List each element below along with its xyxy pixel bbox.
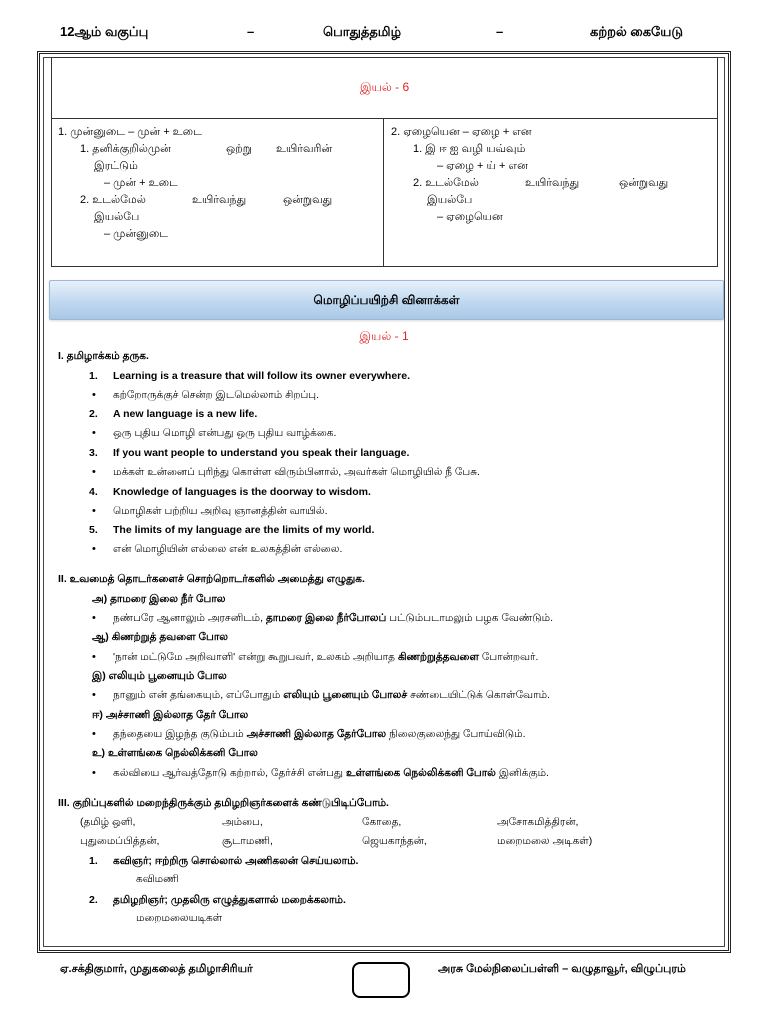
grammar-left-line: இயல்பே bbox=[94, 211, 140, 223]
q2-label: அ) தாமரை இலை நீர் போல bbox=[92, 593, 226, 605]
q2-heading: II. உவமைத் தொடர்களைச் சொற்றொடர்களில் அமைத்து எழுதுக. bbox=[58, 573, 365, 585]
grammar-left-line: – முன்னுடை bbox=[104, 228, 168, 240]
q1-tamil: மக்கள் உன்னைப் புரிந்து கொள்ள விரும்பினால், அவர்கள் மொழியில் நீ பேசு. bbox=[113, 466, 480, 478]
grammar-left-column bbox=[56, 124, 376, 243]
grammar-left-word: ஒன்றுவது bbox=[283, 194, 333, 206]
q1-number: 2. bbox=[89, 408, 98, 420]
bullet-icon: • bbox=[92, 543, 96, 555]
footer-author: ஏ.சக்திகுமார், முதுகலைத் தமிழாசிரியர் bbox=[60, 963, 253, 975]
bullet-icon: • bbox=[92, 612, 96, 624]
grammar-right-word: ஒன்றுவது bbox=[619, 177, 669, 189]
q1-tamil: கற்றோருக்குச் சென்ற இடமெல்லாம் சிறப்பு. bbox=[113, 389, 320, 401]
q3-clue: தமிழறிஞர்; முதலிரு எழுத்துகளால் மறைக்கலாம். bbox=[113, 894, 346, 906]
grammar-right-line: 1. இ ஈ ஐ வழி யவ்வும் bbox=[413, 143, 526, 155]
q2-sentence bbox=[113, 727, 525, 741]
bullet-icon: • bbox=[92, 389, 96, 401]
q3-answer: மறைமலையடிகள் bbox=[136, 912, 223, 924]
q2-label: இ) எலியும் பூனையும் போல bbox=[92, 670, 227, 682]
page-header bbox=[0, 24, 768, 46]
q2-label: ஈ) அச்சாணி இல்லாத தேர் போல bbox=[92, 709, 249, 721]
bullet-icon: • bbox=[92, 505, 96, 517]
q2-sentence-phrase: எலியும் பூனையும் போலச் bbox=[283, 689, 408, 701]
q3-heading: III. குறிப்புகளில் மறைந்திருக்கும் தமிழறிஞர்களைக் கண்டுபிடிப்போம். bbox=[58, 797, 389, 809]
q2-sentence-post: போன்றவர். bbox=[478, 651, 539, 663]
q3-clue: கவிஞர்; ஈற்றிரு சொல்லால் அணிகலன் செய்யலாம். bbox=[113, 855, 359, 867]
q1-english: The limits of my language are the limits of my world. bbox=[113, 524, 375, 536]
q2-sentence-pre: நண்பரே ஆனாலும் அரசனிடம், bbox=[113, 612, 266, 624]
grammar-right-word: உயிர்வந்து bbox=[525, 177, 580, 189]
q2-sentence bbox=[113, 688, 550, 702]
q2-sentence-post: நிலைகுலைந்து போய்விடும். bbox=[386, 728, 526, 740]
q1-english: Knowledge of languages is the doorway to wisdom. bbox=[113, 486, 371, 498]
q3-name: கோதை, bbox=[362, 816, 402, 828]
grammar-right-column bbox=[389, 124, 711, 226]
section-title: இயல் - 1 bbox=[359, 329, 409, 343]
grammar-divider bbox=[383, 118, 384, 267]
grammar-left-line: 1. முன்னுடை – முன் + உடை bbox=[58, 126, 202, 138]
bullet-icon: • bbox=[92, 767, 96, 779]
q2-sentence-pre: 'நான் மட்டுமே அறிவாளி' என்று கூறுபவர், உலகம் அறியாத bbox=[113, 651, 398, 663]
q3-name: ஜெயகாந்தன், bbox=[362, 835, 427, 847]
header-subject: பொதுத்தமிழ் bbox=[323, 24, 402, 39]
q2-sentence-pre: நானும் என் தங்கையும், எப்போதும் bbox=[113, 689, 284, 701]
q1-number: 5. bbox=[89, 524, 98, 536]
bullet-icon: • bbox=[92, 651, 96, 663]
q1-english: Learning is a treasure that will follow its owner everywhere. bbox=[113, 370, 411, 382]
q2-sentence-post: பட்டும்படாமலும் பழக வேண்டும். bbox=[386, 612, 553, 624]
q3-name: புதுமைப்பித்தன், bbox=[80, 835, 160, 847]
page-number-box bbox=[352, 962, 410, 998]
grammar-box bbox=[51, 57, 718, 267]
bullet-icon: • bbox=[92, 427, 96, 439]
q2-sentence bbox=[113, 766, 549, 780]
q2-label: ஆ) கிணற்றுத் தவளை போல bbox=[92, 631, 229, 643]
grammar-right-line: 2. உடல்மேல் bbox=[413, 177, 479, 189]
bullet-icon: • bbox=[92, 728, 96, 740]
grammar-left-word: ஒற்று bbox=[226, 143, 252, 155]
q1-number: 3. bbox=[89, 447, 98, 459]
q1-english: A new language is a new life. bbox=[113, 408, 258, 420]
grammar-right-line: இயல்பே bbox=[427, 194, 473, 206]
q2-sentence-phrase: தாமரை இலை நீர்போலப் bbox=[265, 612, 387, 624]
q3-name: (தமிழ் ஒளி, bbox=[80, 816, 136, 828]
q3-number: 2. bbox=[89, 894, 98, 906]
q1-number: 1. bbox=[89, 370, 98, 382]
q1-tamil: ஒரு புதிய மொழி என்பது ஒரு புதிய வாழ்க்கை. bbox=[113, 427, 337, 439]
q3-answer: கவிமணி bbox=[136, 873, 179, 885]
grammar-left-word: உயிர்வந்து bbox=[192, 194, 247, 206]
header-guide: கற்றல் கையேடு bbox=[590, 24, 684, 39]
grammar-left-line: 1. தனிக்குறில்முன் bbox=[80, 143, 171, 155]
q3-name: மறைமலை அடிகள்) bbox=[497, 835, 593, 847]
grammar-left-word: உயிர்வரின் bbox=[276, 143, 333, 155]
grammar-right-line: 2. ஏழையென – ஏழை + என bbox=[391, 126, 532, 138]
q1-number: 4. bbox=[89, 486, 98, 498]
q3-number: 1. bbox=[89, 855, 98, 867]
q2-sentence-phrase: உள்ளங்கை நெல்லிக்கனி போல் bbox=[345, 767, 496, 779]
q1-heading: I. தமிழாக்கம் தருக. bbox=[58, 350, 149, 362]
q2-sentence bbox=[113, 611, 553, 625]
grammar-left-line: இரட்டும் bbox=[94, 160, 138, 172]
q1-tamil: என் மொழியின் எல்லை என் உலகத்தின் எல்லை. bbox=[113, 543, 343, 555]
q3-name: அசோகமித்திரன், bbox=[497, 816, 579, 828]
header-dash-2: – bbox=[496, 24, 504, 39]
q1-english: If you want people to understand you speak their language. bbox=[113, 447, 410, 459]
q3-name: அம்பை, bbox=[222, 816, 263, 828]
header-dash-1: – bbox=[247, 24, 255, 39]
q3-name: சூடாமணி, bbox=[222, 835, 273, 847]
q1-tamil: மொழிகள் பற்றிய அறிவு ஞானத்தின் வாயில். bbox=[113, 505, 328, 517]
grammar-title: இயல் - 6 bbox=[52, 58, 717, 119]
grammar-right-line: – ஏழை + ய் + என bbox=[437, 160, 528, 172]
q2-sentence-phrase: அச்சாணி இல்லாத தேர்போல bbox=[246, 728, 387, 740]
q2-sentence-pre: கல்வியை ஆர்வத்தோடு கற்றால், தேர்ச்சி என்பது bbox=[113, 767, 346, 779]
grammar-right-line: – ஏழையென bbox=[437, 211, 503, 223]
footer-school: அரசு மேல்நிலைப்பள்ளி – வழுதாவூர், விழுப்புரம் bbox=[438, 963, 686, 975]
grammar-left-line: 2. உடல்மேல் bbox=[80, 194, 146, 206]
q2-sentence-post: இனிக்கும். bbox=[495, 767, 549, 779]
q2-sentence-post: சண்டையிட்டுக் கொள்வோம். bbox=[407, 689, 550, 701]
q2-sentence bbox=[113, 650, 538, 664]
grammar-left-line: – முன் + உடை bbox=[104, 177, 178, 189]
exercise-banner: மொழிப்பயிற்சி வினாக்கள் bbox=[49, 280, 724, 320]
bullet-icon: • bbox=[92, 466, 96, 478]
q2-sentence-pre: தந்தையை இழந்த குடும்பம் bbox=[113, 728, 247, 740]
q2-label: உ) உள்ளங்கை நெல்லிக்கனி போல bbox=[92, 747, 258, 759]
header-grade: 12ஆம் வகுப்பு bbox=[60, 24, 149, 39]
bullet-icon: • bbox=[92, 689, 96, 701]
q2-sentence-phrase: கிணற்றுத்தவளை bbox=[397, 651, 479, 663]
